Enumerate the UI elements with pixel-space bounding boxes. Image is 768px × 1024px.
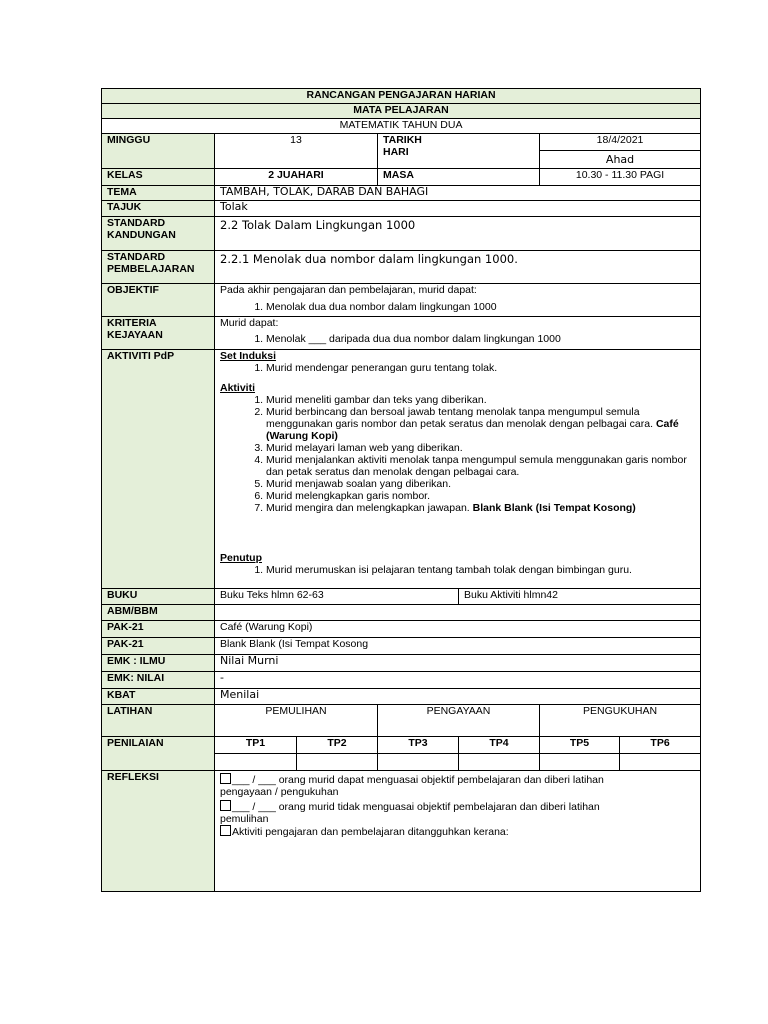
refleksi-line-2-cont: pemulihan xyxy=(220,813,269,825)
tp-cell xyxy=(540,754,620,771)
sk-label-line1: STANDARD xyxy=(107,217,166,229)
emk-ilmu-label: EMK : ILMU xyxy=(102,655,215,672)
pak21-value-1: Café (Warung Kopi) xyxy=(215,621,701,638)
standard-kandungan-label xyxy=(102,217,215,251)
kelas-value: 2 JUAHARI xyxy=(215,169,378,186)
tarikh-label: TARIKH xyxy=(383,134,422,146)
doc-subtitle: MATA PELAJARAN xyxy=(102,104,701,119)
kriteria-intro: Murid dapat: xyxy=(220,317,279,329)
pak21-label-1: PAK-21 xyxy=(102,621,215,638)
checkbox-icon[interactable] xyxy=(220,800,231,811)
pak21-label-2: PAK-21 xyxy=(102,638,215,655)
aktiviti-item-7-text: Murid mengira dan melengkapkan jawapan. xyxy=(266,502,470,514)
buku-teks: Buku Teks hlmn 62-63 xyxy=(215,589,459,605)
tp-header: TP5 xyxy=(540,737,620,754)
minggu-value: 13 xyxy=(215,134,378,169)
hari-value: Ahad xyxy=(540,151,701,169)
lesson-plan-table xyxy=(101,88,701,892)
kriteria-label xyxy=(102,317,215,350)
kriteria-label-line2: KEJAYAAN xyxy=(107,329,163,341)
objektif-label: OBJEKTIF xyxy=(102,284,215,317)
aktiviti-item-7-bold: Blank Blank (Isi Tempat Kosong) xyxy=(472,502,636,514)
penutup-item: 1. Murid merumuskan isi pelajaran tentang tambah tolak dengan bimbingan guru. xyxy=(266,564,695,576)
aktiviti-item-4: 4. Murid menjalankan aktiviti menolak tanpa mengumpul semula menggunakan garis nombor dan petak seratus dan menolak dengan pelbagai cara. xyxy=(266,454,695,478)
aktiviti-cell xyxy=(215,350,701,589)
standard-kandungan-value: 2.2 Tolak Dalam Lingkungan 1000 xyxy=(215,217,701,251)
sp-label-line1: STANDARD xyxy=(107,251,166,263)
tp-header: TP2 xyxy=(297,737,378,754)
masa-value: 10.30 - 11.30 PAGI xyxy=(540,169,701,186)
kriteria-label-line1: KRITERIA xyxy=(107,317,157,329)
aktiviti-item-5: 5. Murid menjawab soalan yang diberikan. xyxy=(266,478,695,490)
checkbox-icon[interactable] xyxy=(220,825,231,836)
refleksi-line-1: ___ / ___ orang murid dapat menguasai objektif pembelajaran dan diberi latihan xyxy=(232,774,604,786)
penutup-heading: Penutup xyxy=(220,552,262,564)
emk-nilai-value: - xyxy=(215,672,701,689)
sk-label-line2: KANDUNGAN xyxy=(107,229,176,241)
minggu-label: MINGGU xyxy=(102,134,215,169)
set-induksi-item: 1. Murid mendengar penerangan guru tentang tolak. xyxy=(266,362,695,374)
objektif-intro: Pada akhir pengajaran dan pembelajaran, murid dapat: xyxy=(220,284,477,296)
pak21-value-2: Blank Blank (Isi Tempat Kosong xyxy=(215,638,701,655)
tarikh-hari-label xyxy=(378,134,540,169)
hari-label: HARI xyxy=(383,146,409,158)
sp-label-line2: PEMBELAJARAN xyxy=(107,263,195,275)
aktiviti-item-7 xyxy=(266,502,695,514)
kbat-label: KBAT xyxy=(102,689,215,705)
tp-header: TP3 xyxy=(378,737,459,754)
kriteria-cell xyxy=(215,317,701,350)
tp-header: TP4 xyxy=(459,737,540,754)
buku-label: BUKU xyxy=(102,589,215,605)
checkbox-icon[interactable] xyxy=(220,773,231,784)
aktiviti-item-1: 1. Murid meneliti gambar dan teks yang diberikan. xyxy=(266,394,695,406)
buku-aktiviti: Buku Aktiviti hlmn42 xyxy=(459,589,701,605)
aktiviti-item-2-text: Murid berbincang dan bersoal jawab tentang menolak tanpa mengumpul semula menggunakan garis nombor dan petak seratus dan menolak dengan pelbagai cara. xyxy=(266,406,654,430)
latihan-label: LATIHAN xyxy=(102,705,215,737)
masa-label: MASA xyxy=(378,169,540,186)
abm-value xyxy=(215,605,701,621)
penilaian-label: PENILAIAN xyxy=(102,737,215,771)
refleksi-line-2: ___ / ___ orang murid tidak menguasai objektif pembelajaran dan diberi latihan xyxy=(232,801,600,813)
tp-header: TP1 xyxy=(215,737,297,754)
emk-nilai-label: EMK: NILAI xyxy=(102,672,215,689)
aktiviti-item-3: 3. Murid melayari laman web yang diberikan. xyxy=(266,442,695,454)
tajuk-label: TAJUK xyxy=(102,201,215,217)
tajuk-value: Tolak xyxy=(215,201,701,217)
tp-cell xyxy=(215,754,297,771)
objektif-item: 1. Menolak dua dua nombor dalam lingkungan 1000 xyxy=(266,301,695,313)
aktiviti-heading: Aktiviti xyxy=(220,382,256,394)
tp-cell xyxy=(297,754,378,771)
kelas-label: KELAS xyxy=(102,169,215,186)
tarikh-value: 18/4/2021 xyxy=(540,134,701,151)
latihan-pemulihan: PEMULIHAN xyxy=(215,705,378,737)
aktiviti-label: AKTIVITI PdP xyxy=(102,350,215,589)
kriteria-item: 1. Menolak ___ daripada dua dua nombor dalam lingkungan 1000 xyxy=(266,333,695,345)
objektif-cell xyxy=(215,284,701,317)
latihan-pengukuhan: PENGUKUHAN xyxy=(540,705,701,737)
tp-cell xyxy=(459,754,540,771)
lesson-plan-document xyxy=(101,88,700,892)
latihan-pengayaan: PENGAYAAN xyxy=(378,705,540,737)
refleksi-cell xyxy=(215,771,701,892)
aktiviti-item-2-bold: Café (Warung Kopi) xyxy=(266,418,679,442)
abm-label: ABM/BBM xyxy=(102,605,215,621)
tp-cell xyxy=(620,754,701,771)
emk-ilmu-value: Nilai Murni xyxy=(215,655,701,672)
standard-pembelajaran-label xyxy=(102,251,215,284)
standard-pembelajaran-value: 2.2.1 Menolak dua nombor dalam lingkungan 1000. xyxy=(215,251,701,284)
tema-label: TEMA xyxy=(102,186,215,201)
aktiviti-item-2 xyxy=(266,406,695,442)
set-induksi-heading: Set Induksi xyxy=(220,350,277,362)
subject-name: MATEMATIK TAHUN DUA xyxy=(102,119,701,134)
refleksi-line-3: Aktiviti pengajaran dan pembelajaran ditangguhkan kerana: xyxy=(232,826,509,838)
tema-value: TAMBAH, TOLAK, DARAB DAN BAHAGI xyxy=(215,186,701,201)
refleksi-label: REFLEKSI xyxy=(102,771,215,892)
tp-header: TP6 xyxy=(620,737,701,754)
aktiviti-item-6: 6. Murid melengkapkan garis nombor. xyxy=(266,490,695,502)
kbat-value: Menilai xyxy=(215,689,701,705)
doc-title: RANCANGAN PENGAJARAN HARIAN xyxy=(102,89,701,104)
tp-cell xyxy=(378,754,459,771)
refleksi-line-1-cont: pengayaan / pengukuhan xyxy=(220,786,339,798)
